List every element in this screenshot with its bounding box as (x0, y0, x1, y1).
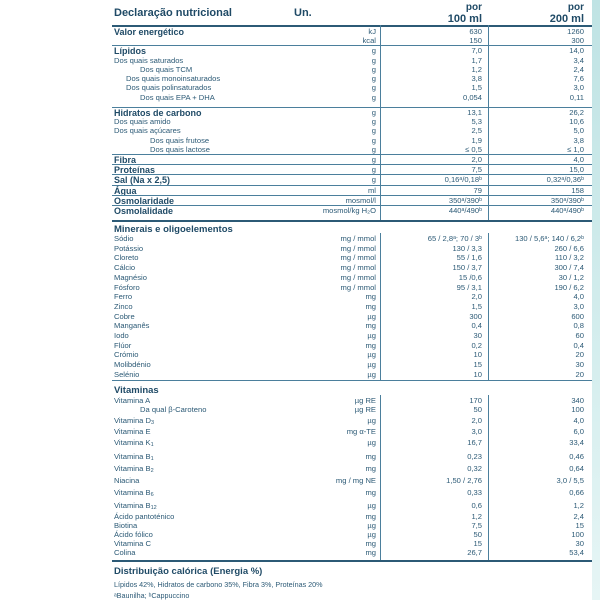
row-unit: mg / mg NE (335, 476, 376, 485)
row-label: Ferro (114, 292, 133, 302)
value-per-200ml: 4,0 (573, 292, 584, 302)
value-per-100ml: 130 / 3,3 (452, 243, 482, 253)
value-per-100ml: 7,5 (471, 521, 482, 530)
value-per-200ml: 0,4 (573, 340, 584, 350)
value-per-200ml: 3,4 (573, 56, 584, 65)
row-divider (112, 174, 592, 175)
value-per-200ml: 3,0 / 5,5 (556, 476, 584, 485)
row-label: Manganês (114, 321, 150, 331)
value-per-100ml: 1,9 (471, 136, 482, 145)
row-label: Magnésio (114, 272, 147, 282)
value-per-200ml: 0,11 (569, 93, 584, 102)
row-label: Valor energético (114, 27, 185, 37)
row-label: Colina (114, 548, 136, 557)
vitamins-heading: Vitaminas (114, 385, 159, 396)
row-unit: g (371, 136, 376, 145)
value-per-100ml: 5,3 (471, 117, 482, 126)
row-unit: g (371, 56, 376, 65)
value-per-100ml: 300 (469, 311, 482, 321)
value-per-100ml: 2,0 (471, 416, 482, 425)
value-per-100ml: 16,7 (467, 438, 482, 447)
row-unit: kJ (368, 27, 376, 36)
row-label: Água (114, 186, 137, 196)
row-unit: µg (367, 311, 376, 321)
row-unit: mg / mmol (340, 272, 376, 282)
value-per-100ml: 0,16ᵃ/0,18ᵇ (444, 175, 482, 184)
value-per-200ml: 53,4 (569, 548, 584, 557)
value-per-200ml: 30 (575, 539, 584, 548)
value-per-100ml: 3,8 (471, 74, 482, 83)
value-per-200ml: 0,8 (573, 321, 584, 331)
value-per-200ml: 20 (575, 369, 584, 379)
row-unit: mosmol/l (345, 196, 376, 205)
row-unit: µg RE (354, 405, 376, 414)
value-per-100ml: 0,054 (462, 93, 482, 102)
value-per-100ml: 1,5 (471, 301, 482, 311)
row-unit: mg (365, 548, 376, 557)
value-per-100ml: 170 (469, 396, 482, 405)
row-label: Fósforo (114, 282, 140, 292)
nutrition-table (112, 0, 592, 600)
row-unit: µg (367, 501, 376, 510)
value-per-100ml: 50 (473, 405, 482, 414)
row-label: Proteínas (114, 165, 156, 175)
row-divider (112, 164, 592, 165)
value-per-100ml: 0,32 (467, 464, 482, 473)
row-divider (112, 380, 592, 381)
subscript: 2 (150, 468, 154, 474)
row-unit: g (371, 93, 376, 102)
value-per-100ml: 7,0 (471, 46, 482, 55)
value-per-100ml: 1,7 (471, 56, 482, 65)
row-label: Lípidos (114, 46, 146, 56)
distribution-text: Lípidos 42%, Hidratos de carbono 35%, Fibra 3%, Proteínas 20% (114, 580, 323, 589)
row-divider (112, 220, 592, 222)
value-per-100ml: 350ᵃ/390ᵇ (448, 196, 482, 205)
value-per-200ml: 26,2 (569, 108, 584, 117)
row-label: Ácido pantoténico (114, 512, 175, 521)
value-per-100ml: 10 (473, 369, 482, 379)
row-unit: mg / mmol (340, 243, 376, 253)
value-per-100ml: 150 (469, 36, 482, 45)
value-per-200ml: 14,0 (569, 46, 584, 55)
value-per-100ml: 0,4 (471, 321, 482, 331)
row-unit: µg (367, 521, 376, 530)
row-label: Niacina (114, 476, 140, 485)
row-divider (112, 25, 592, 27)
value-per-100ml: 79 (473, 186, 482, 195)
row-label: Molibdénio (114, 360, 151, 370)
row-unit: mg (365, 512, 376, 521)
row-label: Dos quais saturados (114, 56, 184, 65)
value-per-200ml: 300 / 7,4 (554, 263, 584, 273)
row-label: Dos quais amido (114, 117, 171, 126)
row-unit: mg (365, 539, 376, 548)
value-per-100ml: 7,5 (471, 165, 482, 174)
value-per-200ml: 6,0 (573, 427, 584, 436)
value-per-200ml: 15 (575, 521, 584, 530)
row-unit: mg (365, 488, 376, 497)
value-per-200ml: 350ᵃ/390ᵇ (550, 196, 584, 205)
row-label: Selénio (114, 369, 140, 379)
column-divider (488, 395, 489, 560)
value-per-200ml: 15,0 (569, 165, 584, 174)
flavour-footnote: ᵃBaunilha; ᵇCappuccino (114, 591, 190, 600)
value-per-100ml: 65 / 2,8ᵃ; 70 / 3ᵇ (427, 234, 482, 243)
row-label: Sódio (114, 234, 134, 243)
subscript: 1 (150, 442, 154, 448)
row-label: Cloreto (114, 253, 139, 263)
row-unit: g (371, 126, 376, 135)
row-unit: mg / mmol (340, 253, 376, 263)
row-unit: g (371, 46, 376, 55)
row-unit: mg / mmol (340, 282, 376, 292)
row-label: Flúor (114, 340, 132, 350)
value-per-100ml: 15 /0,6 (458, 272, 482, 282)
value-per-100ml: 3,0 (471, 427, 482, 436)
unit-column-header: Un. (294, 7, 312, 19)
subscript: 1 (150, 456, 154, 462)
row-label: Vitamina E (114, 427, 151, 436)
col1-header-top: por (465, 2, 482, 13)
value-per-200ml: 190 / 6,2 (554, 282, 584, 292)
value-per-200ml: 3,0 (573, 83, 584, 92)
value-per-100ml: 440ᵃ/490ᵇ (448, 206, 482, 215)
row-label: Osmolalidade (114, 206, 174, 216)
row-unit: ml (367, 186, 376, 195)
value-per-200ml: 600 (571, 311, 584, 321)
value-per-200ml: 7,6 (573, 74, 584, 83)
value-per-200ml: ≤ 1,0 (567, 145, 584, 154)
row-label: Dos quais TCM (140, 65, 193, 74)
row-unit: g (371, 117, 376, 126)
row-label: Iodo (114, 331, 129, 340)
value-per-100ml: 1,2 (471, 65, 482, 74)
value-per-200ml: 4,0 (573, 416, 584, 425)
column-divider (380, 395, 381, 560)
row-divider (112, 45, 592, 46)
value-per-100ml: 0,2 (471, 340, 482, 350)
value-per-200ml: 260 / 6,6 (554, 243, 584, 253)
row-label: Potássio (114, 243, 144, 253)
row-label: Vitamina $B_1$ (114, 452, 154, 462)
row-unit: g (371, 74, 376, 83)
column-divider (380, 25, 381, 220)
value-per-200ml: 100 (571, 405, 584, 414)
value-per-100ml: 1,2 (471, 512, 482, 521)
row-label: Zinco (114, 301, 133, 311)
row-unit: kcal (362, 36, 376, 45)
value-per-200ml: 340 (571, 396, 584, 405)
row-unit: mg (365, 340, 376, 350)
value-per-200ml: 0,64 (569, 464, 584, 473)
row-unit: g (371, 165, 376, 174)
row-label: Ácido fólico (114, 530, 153, 539)
value-per-200ml: 3,8 (573, 136, 584, 145)
column-divider (380, 233, 381, 380)
row-unit: mg (365, 301, 376, 311)
minerals-heading: Minerais e oligoelementos (114, 224, 233, 235)
row-unit: mg α-TE (346, 427, 376, 436)
value-per-100ml: 2,5 (471, 126, 482, 135)
col2-header-bottom: 200 ml (549, 13, 584, 25)
subscript: 6 (150, 492, 154, 498)
row-label: Da qual β-Caroteno (140, 405, 207, 414)
row-label: Osmolaridade (114, 196, 175, 206)
row-label: Vitamina $D_3$ (114, 416, 155, 426)
row-label: Dos quais polinsaturados (126, 83, 212, 92)
value-per-100ml: 630 (469, 27, 482, 36)
row-label: Cobre (114, 311, 135, 321)
value-per-200ml: 10,6 (569, 117, 584, 126)
row-unit: µg (367, 530, 376, 539)
value-per-200ml: 2,4 (573, 512, 584, 521)
row-unit: mg (365, 452, 376, 461)
value-per-200ml: 5,0 (573, 126, 584, 135)
value-per-100ml: 30 (473, 331, 482, 340)
row-unit: mg / mmol (340, 234, 376, 243)
value-per-100ml: 55 / 1,6 (456, 253, 482, 263)
row-label: Dos quais monoinsaturados (126, 74, 221, 83)
row-label: Vitamina A (114, 396, 151, 405)
value-per-200ml: 1260 (567, 27, 584, 36)
row-divider (112, 560, 592, 562)
row-unit: µg RE (354, 396, 376, 405)
col1-header-bottom: 100 ml (447, 13, 482, 25)
row-unit: µg (367, 350, 376, 360)
value-per-200ml: 158 (571, 186, 584, 195)
value-per-100ml: ≤ 0,5 (465, 145, 482, 154)
row-unit: mosmol/kg H₂O (322, 206, 376, 215)
value-per-100ml: 15 (473, 360, 482, 370)
subscript: 12 (150, 505, 157, 511)
value-per-100ml: 2,0 (471, 292, 482, 302)
value-per-100ml: 0,6 (471, 501, 482, 510)
row-unit: µg (367, 369, 376, 379)
row-label: Dos quais lactose (150, 145, 210, 154)
row-label: Hidratos de carbono (114, 108, 202, 118)
value-per-200ml: 33,4 (569, 438, 584, 447)
column-divider (488, 25, 489, 220)
row-unit: g (371, 108, 376, 117)
value-per-200ml: 60 (575, 331, 584, 340)
row-label: Cálcio (114, 263, 136, 273)
table-title: Declaração nutricional (114, 7, 232, 19)
value-per-200ml: 30 / 1,2 (558, 272, 584, 282)
row-unit: mg (365, 321, 376, 331)
value-per-100ml: 1,50 / 2,76 (446, 476, 482, 485)
row-label: Vitamina C (114, 539, 152, 548)
row-label: Vitamina $B_6$ (114, 488, 154, 498)
row-unit: g (371, 83, 376, 92)
value-per-100ml: 10 (473, 350, 482, 360)
row-label: Vitamina $B_2$ (114, 464, 154, 474)
row-unit: g (371, 155, 376, 164)
package-edge (592, 0, 600, 600)
row-label: Fibra (114, 155, 137, 165)
row-unit: µg (367, 438, 376, 447)
value-per-200ml: 0,66 (569, 488, 584, 497)
value-per-200ml: 0,46 (569, 452, 584, 461)
value-per-200ml: 440ᵃ/490ᵇ (550, 206, 584, 215)
row-label: Crómio (114, 350, 139, 360)
row-unit: mg / mmol (340, 263, 376, 273)
row-label: Biotina (114, 521, 138, 530)
row-label: Sal (Na x 2,5) (114, 175, 171, 185)
value-per-100ml: 13,1 (467, 108, 482, 117)
value-per-200ml: 300 (571, 36, 584, 45)
row-unit: g (371, 175, 376, 184)
value-per-100ml: 95 / 3,1 (456, 282, 482, 292)
column-divider (488, 233, 489, 380)
value-per-100ml: 50 (473, 530, 482, 539)
distribution-title: Distribuição calórica (Energia %) (114, 566, 263, 577)
value-per-200ml: 1,2 (573, 501, 584, 510)
row-label: Dos quais frutose (150, 136, 210, 145)
value-per-200ml: 2,4 (573, 65, 584, 74)
value-per-100ml: 2,0 (471, 155, 482, 164)
row-label: Dos quais EPA + DHA (140, 93, 215, 102)
row-unit: µg (367, 360, 376, 370)
value-per-100ml: 0,33 (467, 488, 482, 497)
row-label: Vitamina $K_1$ (114, 438, 154, 448)
row-label: Vitamina $B_{12}$ (114, 501, 157, 511)
row-unit: g (371, 145, 376, 154)
col2-header-top: por (567, 2, 584, 13)
value-per-100ml: 15 (473, 539, 482, 548)
value-per-200ml: 20 (575, 350, 584, 360)
row-unit: µg (367, 331, 376, 340)
value-per-200ml: 110 / 3,2 (555, 253, 584, 263)
value-per-100ml: 26,7 (467, 548, 482, 557)
row-unit: µg (367, 416, 376, 425)
subscript: 3 (151, 420, 155, 426)
row-label: Dos quais açúcares (114, 126, 181, 135)
row-unit: mg (365, 292, 376, 302)
value-per-200ml: 0,32ᵃ/0,36ᵇ (546, 175, 584, 184)
value-per-200ml: 100 (571, 530, 584, 539)
row-divider (112, 185, 592, 186)
value-per-200ml: 30 (575, 360, 584, 370)
value-per-200ml: 4,0 (573, 155, 584, 164)
row-unit: mg (365, 464, 376, 473)
value-per-100ml: 0,23 (467, 452, 482, 461)
row-unit: g (371, 65, 376, 74)
value-per-200ml: 130 / 5,6ᵃ; 140 / 6,2ᵇ (514, 234, 584, 243)
value-per-200ml: 3,0 (573, 301, 584, 311)
value-per-100ml: 1,5 (471, 83, 482, 92)
row-divider (112, 154, 592, 155)
value-per-100ml: 150 / 3,7 (452, 263, 482, 273)
